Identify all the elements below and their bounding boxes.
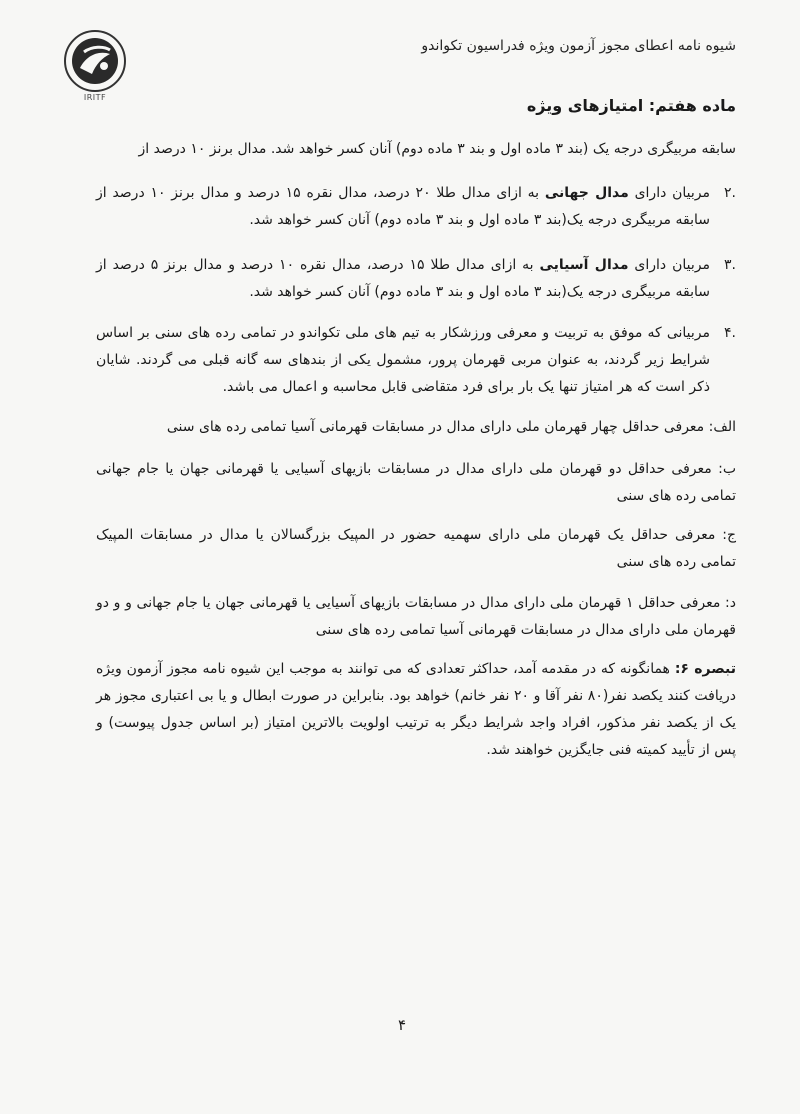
sub-item-d: د: معرفی حداقل ۱ قهرمان ملی دارای مدال در مسابقات بازیهای آسیایی یا قهرمانی جهان یا جام جهانی و و دو قهرمان ملی دارای مدال در مسابقات قهرمانی آسیا تمامی رده های سنی: [96, 595, 736, 638]
note-label: تبصره ۶:: [674, 661, 736, 677]
item-2-number: .۲: [724, 185, 736, 201]
item-4-number: .۴: [724, 325, 736, 341]
item-3-number: .۳: [724, 257, 736, 273]
item-2-text: مربیان دارای مدال جهانی به ازای مدال طلا ۲۰ درصد، مدال نقره ۱۵ درصد و مدال برنز ۱۰ درصد از سابقه مربیگری درجه یک(بند ۳ ماده اول و بند ۳ ماده دوم) آنان کسر خواهد شد.: [96, 185, 711, 228]
note-text: همانگونه که در مقدمه آمد، حداکثر تعدادی که می توانند به موجب این شیوه نامه مجوز آزمون ویژه دریافت کنند یکصد نفر(۸۰ نفر آقا و ۲۰ نفر خانم) خواهد بود. بنابراین در صورت ابطال و یا بی اعتباری مجوز هر یک از یکصد نفر مذکور، افراد واجد شرایط دیگر به ترتیب اولویت بالاترین امتیاز (بر اساس جدول پیوست) و پس از تأیید کمیته فنی جایگزین خواهند شد.: [96, 661, 736, 758]
sub-item-b: ب: معرفی حداقل دو قهرمان ملی دارای مدال در مسابقات بازیهای آسیایی یا قهرمانی جهان یا جام جهانی تمامی رده های سنی: [96, 461, 736, 504]
item-3: [96, 252, 736, 306]
sub-item-a: الف: معرفی حداقل چهار قهرمان ملی دارای مدال در مسابقات قهرمانی آسیا تمامی رده های سنی: [166, 419, 736, 435]
item-1-text: سابقه مربیگری درجه یک (بند ۳ ماده اول و بند ۳ ماده دوم) آنان کسر خواهد شد. مدال برنز ۱۰ درصد از: [138, 141, 736, 157]
federation-logo: [62, 28, 128, 94]
sub-item-c: ج: معرفی حداقل یک قهرمان ملی دارای سهمیه حضور در المپیک بزرگسالان یا مدال در مسابقات المپیک تمامی رده های سنی: [96, 527, 736, 570]
item-4: [96, 320, 736, 401]
note-6: [96, 656, 736, 764]
article-heading: ماده هفتم: امتیازهای ویژه: [526, 96, 736, 115]
item-1: [96, 136, 736, 163]
item-2-bold: مدال جهانی: [544, 185, 629, 201]
item-3-text: مربیان دارای مدال آسیایی به ازای مدال طلا ۱۵ درصد، مدال نقره ۱۰ درصد و مدال برنز ۵ درصد از سابقه مربیگری درجه یک(بند ۳ ماده اول و بند ۳ ماده دوم) آنان کسر خواهد شد.: [96, 257, 710, 300]
logo-caption: IRITF: [83, 93, 107, 102]
item-3-bold: مدال آسیایی: [539, 257, 629, 273]
page-number: ۴: [397, 1016, 407, 1034]
document-header-title: شیوه نامه اعطای مجوز آزمون ویژه فدراسیون تکواندو: [421, 38, 736, 54]
item-2: [96, 180, 736, 234]
item-4-text: مربیانی که موفق به تربیت و معرفی ورزشکار به تیم های ملی تکواندو در تمامی رده های سنی بر اساس شرایط زیر گردند، به عنوان مربی قهرمان پرور، مشمول یکی از بندهای سه گانه قبلی می گردند. شایان ذکر است که هر امتیاز تنها یک بار برای فرد متقاضی قابل محاسبه و اعمال می باشد.: [96, 325, 710, 395]
